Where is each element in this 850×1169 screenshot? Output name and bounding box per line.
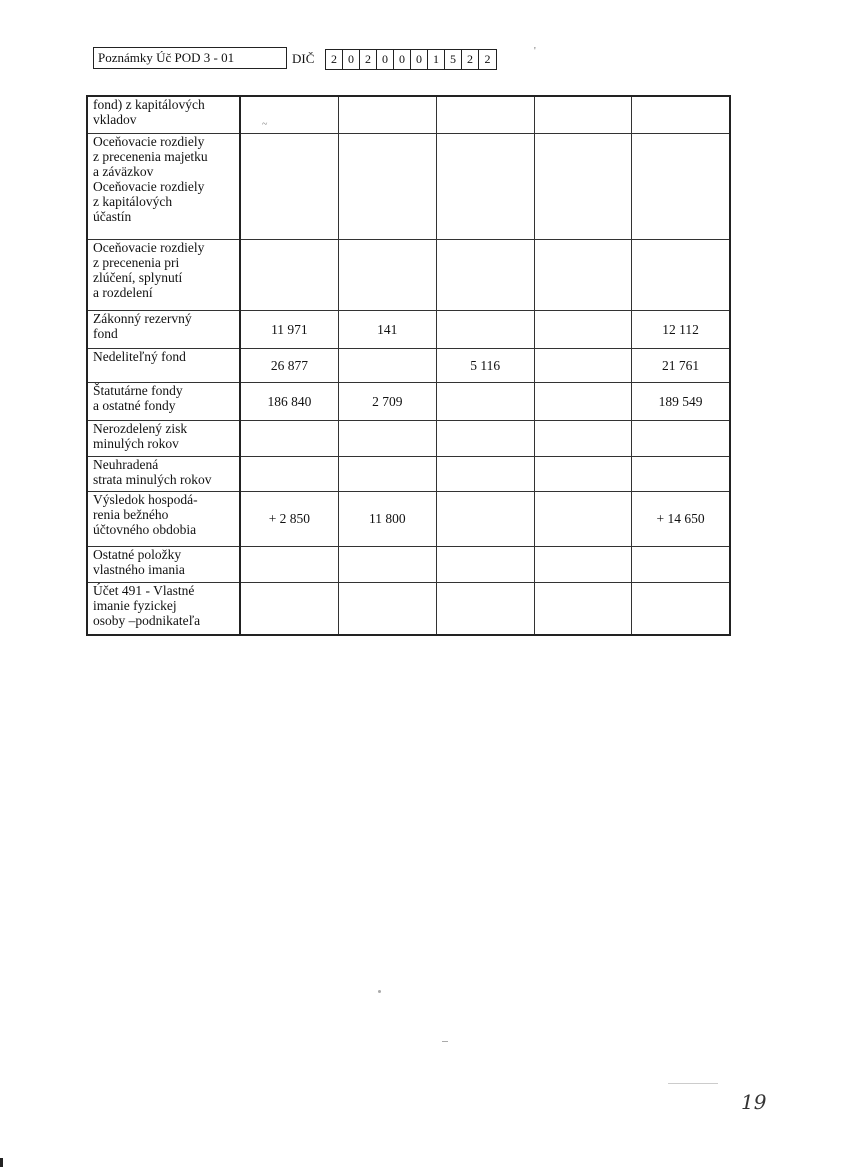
table-row (87, 456, 730, 491)
value-cell (338, 348, 436, 382)
table-row (87, 420, 730, 456)
table-row (87, 310, 730, 348)
row-label-line: fond (93, 325, 118, 341)
row-label-line: Účet 491 - Vlastné (93, 582, 195, 598)
value-cell (632, 133, 730, 239)
value-cell (436, 546, 534, 582)
pen-mark: ~ (262, 119, 268, 130)
table-row (87, 96, 730, 133)
table-row (87, 348, 730, 382)
value-cell: 2 709 (338, 382, 436, 420)
row-label-line: Štatutárne fondy (93, 382, 183, 398)
row-label-line: Oceňovacie rozdiely (93, 133, 205, 149)
value-cell (338, 133, 436, 239)
handwritten-page-number: 19 (741, 1090, 767, 1114)
value-cell (534, 96, 631, 133)
row-label (87, 582, 240, 635)
row-label-line: a záväzkov (93, 163, 154, 179)
row-label-line: účastín (93, 208, 132, 224)
row-label-line: vkladov (93, 112, 137, 127)
value-cell (240, 546, 338, 582)
row-label-line: Nedeliteľný fond (93, 348, 186, 364)
value-cell: 11 800 (338, 491, 436, 546)
dic-digit: 0 (394, 50, 411, 69)
row-label-line: účtovného obdobia (93, 521, 197, 537)
value-cell (240, 239, 338, 310)
dic-digit: 5 (445, 50, 462, 69)
table-row (87, 491, 730, 546)
dic-digit: 0 (377, 50, 394, 69)
row-label (87, 420, 240, 456)
value-cell (436, 310, 534, 348)
value-cell (240, 96, 338, 133)
row-label-line: Nerozdelený zisk (93, 420, 188, 436)
table-row (87, 239, 730, 310)
dic-digit-boxes (325, 49, 497, 70)
value-cell (436, 133, 534, 239)
row-label-line: fond) z kapitálových (93, 97, 205, 112)
value-cell (240, 582, 338, 635)
value-cell (436, 491, 534, 546)
value-cell (534, 348, 631, 382)
form-title: Poznámky Úč POD 3 - 01 (93, 47, 287, 69)
scan-speck (378, 990, 381, 993)
row-label-line: osoby –podnikateľa (93, 612, 201, 628)
row-label-line: Zákonný rezervný (93, 310, 192, 326)
row-label-line: vlastného imania (93, 561, 185, 577)
value-cell (534, 420, 631, 456)
value-cell (534, 491, 631, 546)
dic-label: DIČ (292, 51, 315, 66)
value-cell: + 14 650 (632, 491, 730, 546)
row-label-line: Neuhradená (93, 456, 159, 472)
row-label-line: imanie fyzickej (93, 597, 177, 613)
value-cell (534, 310, 631, 348)
row-label (87, 456, 240, 491)
value-cell (240, 420, 338, 456)
row-label (87, 310, 240, 348)
value-cell (534, 133, 631, 239)
row-label-line: Výsledok hospodá- (93, 491, 198, 507)
value-cell (436, 239, 534, 310)
value-cell (240, 456, 338, 491)
value-cell (338, 456, 436, 491)
value-cell (534, 456, 631, 491)
row-label-line: a rozdelení (93, 284, 153, 300)
value-cell: 12 112 (632, 310, 730, 348)
row-label (87, 133, 240, 239)
row-label (87, 348, 240, 382)
value-cell (338, 96, 436, 133)
value-cell (534, 582, 631, 635)
row-label (87, 96, 240, 133)
row-label-line: Oceňovacie rozdiely (93, 239, 205, 255)
value-cell: 186 840 (240, 382, 338, 420)
value-cell (338, 239, 436, 310)
value-cell: 11 971 (240, 310, 338, 348)
value-cell (338, 420, 436, 456)
row-label-line: z precenenia majetku (93, 148, 208, 164)
value-cell (632, 546, 730, 582)
value-cell (240, 133, 338, 239)
dic-digit: 2 (462, 50, 479, 69)
equity-changes-table (86, 95, 731, 636)
dic-digit: 2 (360, 50, 377, 69)
value-cell (436, 382, 534, 420)
dic-digit: 2 (326, 50, 343, 69)
value-cell (436, 96, 534, 133)
row-label (87, 382, 240, 420)
row-label-line: minulých rokov (93, 435, 179, 451)
dic-digit: 0 (343, 50, 360, 69)
row-label (87, 239, 240, 310)
value-cell (534, 239, 631, 310)
value-cell (632, 420, 730, 456)
value-cell (436, 582, 534, 635)
value-cell (436, 420, 534, 456)
row-label-line: Oceňovacie rozdiely (93, 178, 205, 194)
scan-speck (442, 1041, 448, 1042)
value-cell: 21 761 (632, 348, 730, 382)
table-row (87, 582, 730, 635)
row-label (87, 546, 240, 582)
table-row (87, 133, 730, 239)
scan-edge-mark (0, 1158, 3, 1167)
value-cell (436, 456, 534, 491)
scan-smudge (668, 1083, 718, 1084)
value-cell (338, 582, 436, 635)
value-cell: 141 (338, 310, 436, 348)
value-cell (338, 546, 436, 582)
dic-digit: 1 (428, 50, 445, 69)
row-label-line: Ostatné položky (93, 546, 182, 562)
row-label-line: zlúčení, splynutí (93, 269, 183, 285)
value-cell (534, 382, 631, 420)
row-label-line: a ostatné fondy (93, 397, 176, 413)
row-label (87, 491, 240, 546)
value-cell: 26 877 (240, 348, 338, 382)
row-label-line: z precenenia pri (93, 254, 180, 270)
row-label-line: renia bežného (93, 506, 169, 522)
value-cell (632, 582, 730, 635)
value-cell (632, 456, 730, 491)
value-cell (632, 239, 730, 310)
table-row (87, 382, 730, 420)
value-cell: + 2 850 (240, 491, 338, 546)
value-cell: 189 549 (632, 382, 730, 420)
value-cell (534, 546, 631, 582)
dic-digit: 2 (484, 52, 491, 66)
table-row (87, 546, 730, 582)
row-label-line: z kapitálových (93, 193, 173, 209)
scan-mark: ' (534, 46, 536, 57)
row-label-line: strata minulých rokov (93, 471, 212, 487)
dic-digit: 0 (411, 50, 428, 69)
value-cell (632, 96, 730, 133)
value-cell: 5 116 (436, 348, 534, 382)
